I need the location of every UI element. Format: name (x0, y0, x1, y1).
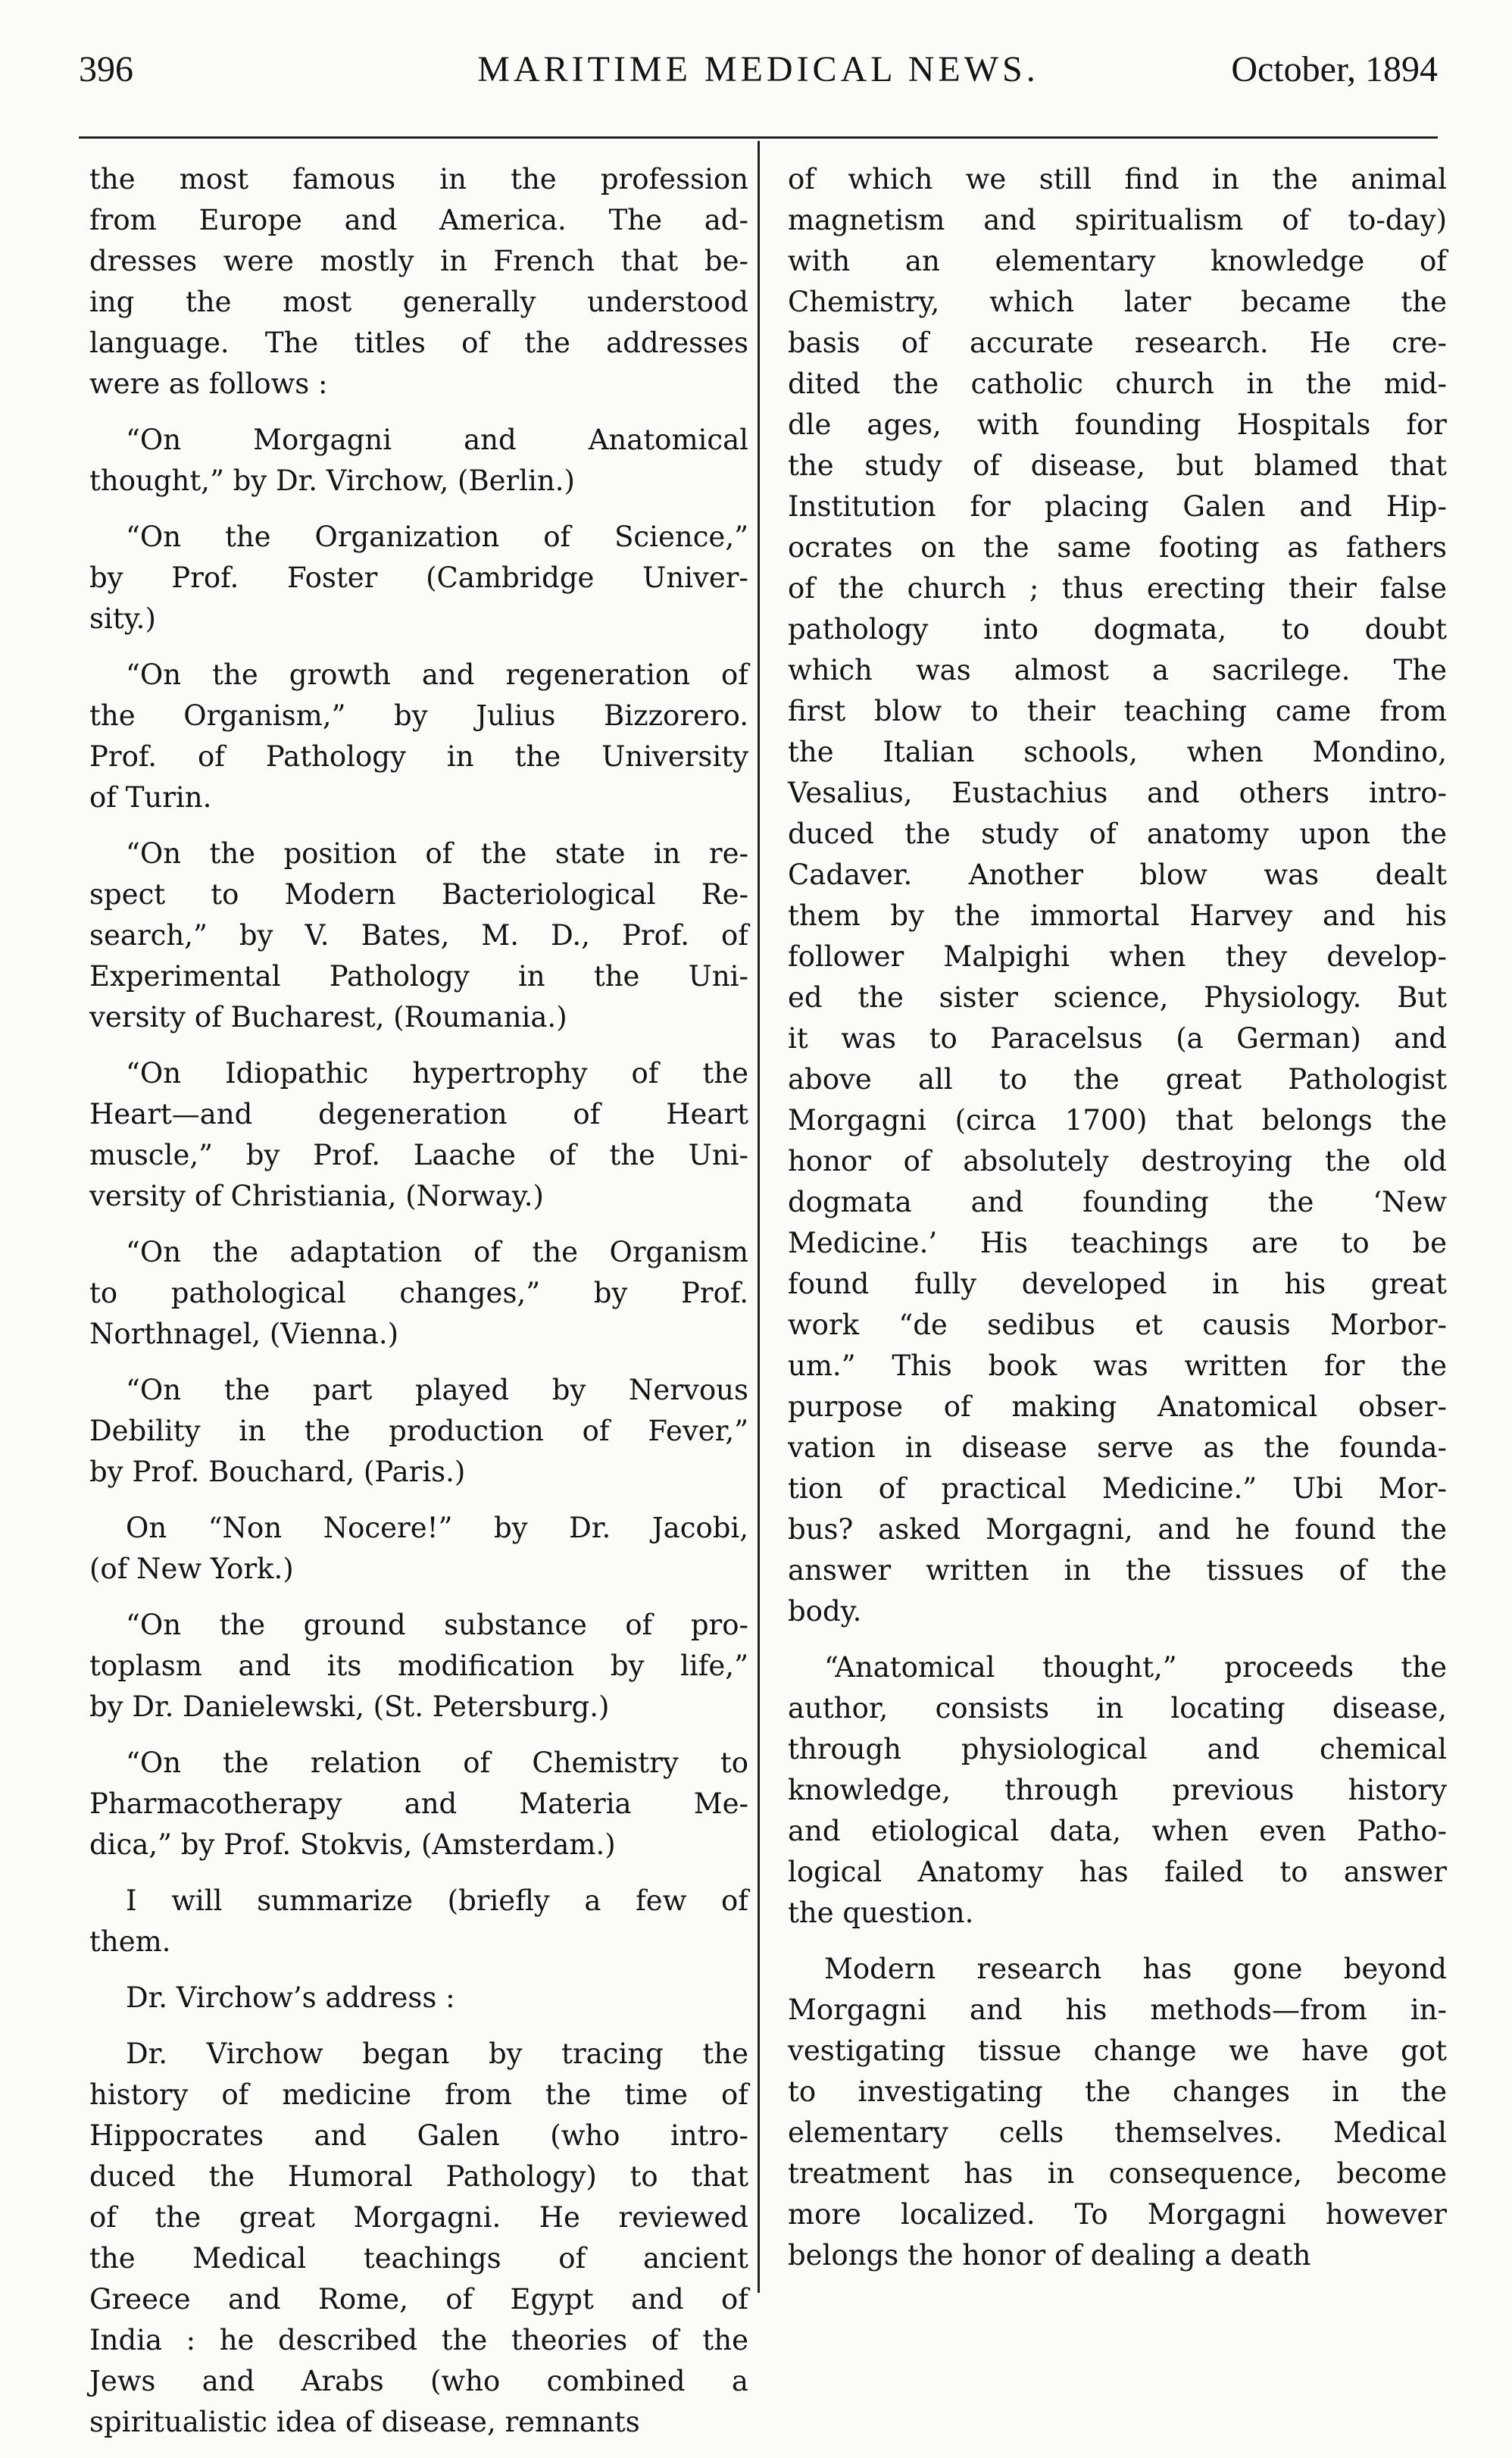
text-line: body. (788, 1595, 862, 1628)
paragraph (89, 1508, 748, 1590)
text-line: vestigating tissue change we have got (788, 2034, 1447, 2067)
text-line: “On the relation of Chemistry to (126, 1747, 748, 1779)
text-line: “Anatomical thought,” proceeds the (824, 1651, 1447, 1684)
text-line: Pharmacotherapy and Materia Me- (89, 1787, 748, 1820)
paragraph (89, 1743, 748, 1865)
text-line: duced the Humoral Pathology) to that (89, 2160, 748, 2193)
text-line: above all to the great Pathologist (788, 1063, 1447, 1096)
paragraph (89, 833, 748, 1038)
text-line: by Prof. Bouchard, (Paris.) (89, 1456, 466, 1488)
paragraph (89, 1978, 748, 2019)
journal-title: MARITIME MEDICAL NEWS. (477, 49, 1039, 89)
text-line: “On the growth and regeneration of (126, 658, 748, 691)
text-line: duced the study of anatomy upon the (788, 818, 1447, 850)
text-line: Heart—and degeneration of Heart (89, 1098, 748, 1130)
text-line: from Europe and America. The ad- (89, 204, 748, 236)
text-line: spiritualistic idea of disease, remnants (89, 2406, 640, 2438)
text-line: Chemistry, which later became the (788, 286, 1447, 318)
text-line: them. (89, 1925, 171, 1958)
text-line: Prof. of Pathology in the University (89, 740, 748, 773)
text-line: um.” This book was written for the (788, 1349, 1447, 1382)
text-line: more localized. To Morgagni however (788, 2198, 1447, 2231)
paragraph (89, 1053, 748, 1217)
text-line: spect to Modern Bacteriological Re- (89, 878, 748, 911)
text-line: the most famous in the profession (89, 163, 748, 195)
text-line: of which we still find in the animal (788, 163, 1447, 195)
text-line: it was to Paracelsus (a German) and (788, 1022, 1447, 1055)
text-line: search,” by V. Bates, M. D., Prof. of (89, 919, 748, 952)
text-line: of Turin. (89, 781, 212, 814)
text-line: the Medical teachings of ancient (89, 2242, 748, 2275)
text-line: and etiological data, when even Patho- (788, 1815, 1447, 1847)
page-number: 396 (79, 49, 133, 89)
text-line: “On Morgagni and Anatomical (126, 424, 748, 456)
paragraph (89, 1881, 748, 1962)
paragraph (89, 1605, 748, 1728)
text-line: answer written in the tissues of the (788, 1554, 1447, 1587)
paragraph (89, 159, 748, 405)
paragraph (89, 2034, 748, 2443)
text-line: first blow to their teaching came from (788, 695, 1447, 727)
text-line: dogmata and founding the ‘New (788, 1186, 1447, 1218)
text-line: work “de sedibus et causis Morbor- (788, 1309, 1447, 1341)
text-line: Vesalius, Eustachius and others intro- (788, 777, 1447, 809)
text-line: of the great Morgagni. He reviewed (89, 2201, 748, 2234)
text-line: knowledge, through previous history (788, 1774, 1447, 1806)
text-line: “On the ground substance of pro- (126, 1609, 748, 1641)
text-line: belongs the honor of dealing a death (788, 2239, 1311, 2272)
text-line: Modern research has gone beyond (824, 1953, 1447, 1985)
text-line: the Organism,” by Julius Bizzorero. (89, 699, 748, 732)
text-line: “On the part played by Nervous (126, 1374, 748, 1406)
paragraph (788, 1949, 1447, 2276)
issue-date: October, 1894 (1231, 49, 1438, 89)
text-line: sity.) (89, 602, 156, 635)
text-line: Cadaver. Another blow was dealt (788, 858, 1447, 891)
text-line: author, consists in locating disease, (788, 1692, 1447, 1725)
text-line: tion of practical Medicine.” Ubi Mor- (788, 1472, 1447, 1505)
page-header (79, 48, 1438, 102)
text-line: Experimental Pathology in the Uni- (89, 960, 748, 993)
text-line: versity of Christiania, (Norway.) (89, 1180, 544, 1212)
header-rule (79, 136, 1438, 139)
paragraph (89, 517, 748, 640)
text-line: purpose of making Anatomical obser- (788, 1390, 1447, 1423)
column-divider (758, 141, 760, 2293)
text-line: to pathological changes,” by Prof. (89, 1277, 748, 1309)
text-line: through physiological and chemical (788, 1733, 1447, 1765)
text-line: “On Idiopathic hypertrophy of the (126, 1057, 748, 1090)
text-line: Medicine.’ His teachings are to be (788, 1227, 1447, 1259)
text-line: dle ages, with founding Hospitals for (788, 408, 1447, 441)
text-line: Dr. Virchow’s address : (126, 1981, 455, 2014)
text-line: them by the immortal Harvey and his (788, 899, 1447, 932)
text-line: dresses were mostly in French that be- (89, 245, 748, 277)
text-line: “On the adaptation of the Organism (126, 1236, 748, 1268)
text-line: ed the sister science, Physiology. But (788, 981, 1447, 1014)
text-line: the question. (788, 1897, 974, 1929)
text-line: bus? asked Morgagni, and he found the (788, 1513, 1447, 1546)
paragraph (89, 420, 748, 502)
text-line: basis of accurate research. He cre- (788, 327, 1447, 359)
text-line: the Italian schools, when Mondino, (788, 736, 1447, 768)
right-column (788, 159, 1447, 2291)
text-line: elementary cells themselves. Medical (788, 2116, 1447, 2149)
left-column (89, 159, 748, 2458)
text-line: history of medicine from the time of (89, 2078, 748, 2111)
text-line: by Dr. Danielewski, (St. Petersburg.) (89, 1690, 610, 1723)
text-line: magnetism and spiritualism of to-day) (788, 204, 1447, 236)
text-line: with an elementary knowledge of (788, 245, 1447, 277)
text-line: (of New York.) (89, 1553, 294, 1585)
text-line: Greece and Rome, of Egypt and of (89, 2283, 748, 2316)
text-line: “On the Organization of Science,” (126, 521, 748, 553)
text-line: On “Non Nocere!” by Dr. Jacobi, (126, 1512, 748, 1544)
text-line: Northnagel, (Vienna.) (89, 1318, 399, 1350)
text-line: vation in disease serve as the founda- (788, 1431, 1447, 1464)
text-line: Institution for placing Galen and Hip- (788, 490, 1447, 523)
text-line: Debility in the production of Fever,” (89, 1415, 748, 1447)
text-line: follower Malpighi when they develop- (788, 940, 1447, 973)
text-line: to investigating the changes in the (788, 2075, 1447, 2108)
text-line: India : he described the theories of the (89, 2324, 748, 2356)
text-line: language. The titles of the addresses (89, 327, 748, 359)
text-line: Hippocrates and Galen (who intro- (89, 2119, 748, 2152)
paragraph (788, 159, 1447, 1632)
text-line: honor of absolutely destroying the old (788, 1145, 1447, 1177)
text-line: toplasm and its modification by life,” (89, 1650, 748, 1682)
text-line: thought,” by Dr. Virchow, (Berlin.) (89, 464, 575, 497)
text-line: dited the catholic church in the mid- (788, 367, 1447, 400)
text-line: of the church ; thus erecting their false (788, 572, 1447, 605)
text-line: by Prof. Foster (Cambridge Univer- (89, 561, 748, 594)
text-line: were as follows : (89, 367, 328, 400)
paragraph (89, 1370, 748, 1493)
text-line: I will summarize (briefly a few of (126, 1884, 748, 1917)
text-line: which was almost a sacrilege. The (788, 654, 1447, 686)
paragraph (89, 655, 748, 818)
text-line: versity of Bucharest, (Roumania.) (89, 1001, 567, 1034)
text-line: logical Anatomy has failed to answer (788, 1856, 1447, 1888)
text-line: Morgagni (circa 1700) that belongs the (788, 1104, 1447, 1137)
text-line: Dr. Virchow began by tracing the (126, 2037, 748, 2070)
text-line: dica,” by Prof. Stokvis, (Amsterdam.) (89, 1828, 616, 1861)
text-line: the study of disease, but blamed that (788, 449, 1447, 482)
text-line: found fully developed in his great (788, 1268, 1447, 1300)
text-line: ing the most generally understood (89, 286, 748, 318)
paragraph (788, 1647, 1447, 1934)
text-line: muscle,” by Prof. Laache of the Uni- (89, 1139, 748, 1171)
paragraph (89, 1232, 748, 1355)
text-line: Jews and Arabs (who combined a (89, 2365, 748, 2397)
text-line: “On the position of the state in re- (126, 837, 748, 870)
text-line: treatment has in consequence, become (788, 2157, 1447, 2190)
text-line: ocrates on the same footing as fathers (788, 531, 1447, 564)
text-line: pathology into dogmata, to doubt (788, 613, 1447, 646)
text-line: Morgagni and his methods—from in- (788, 1994, 1447, 2026)
